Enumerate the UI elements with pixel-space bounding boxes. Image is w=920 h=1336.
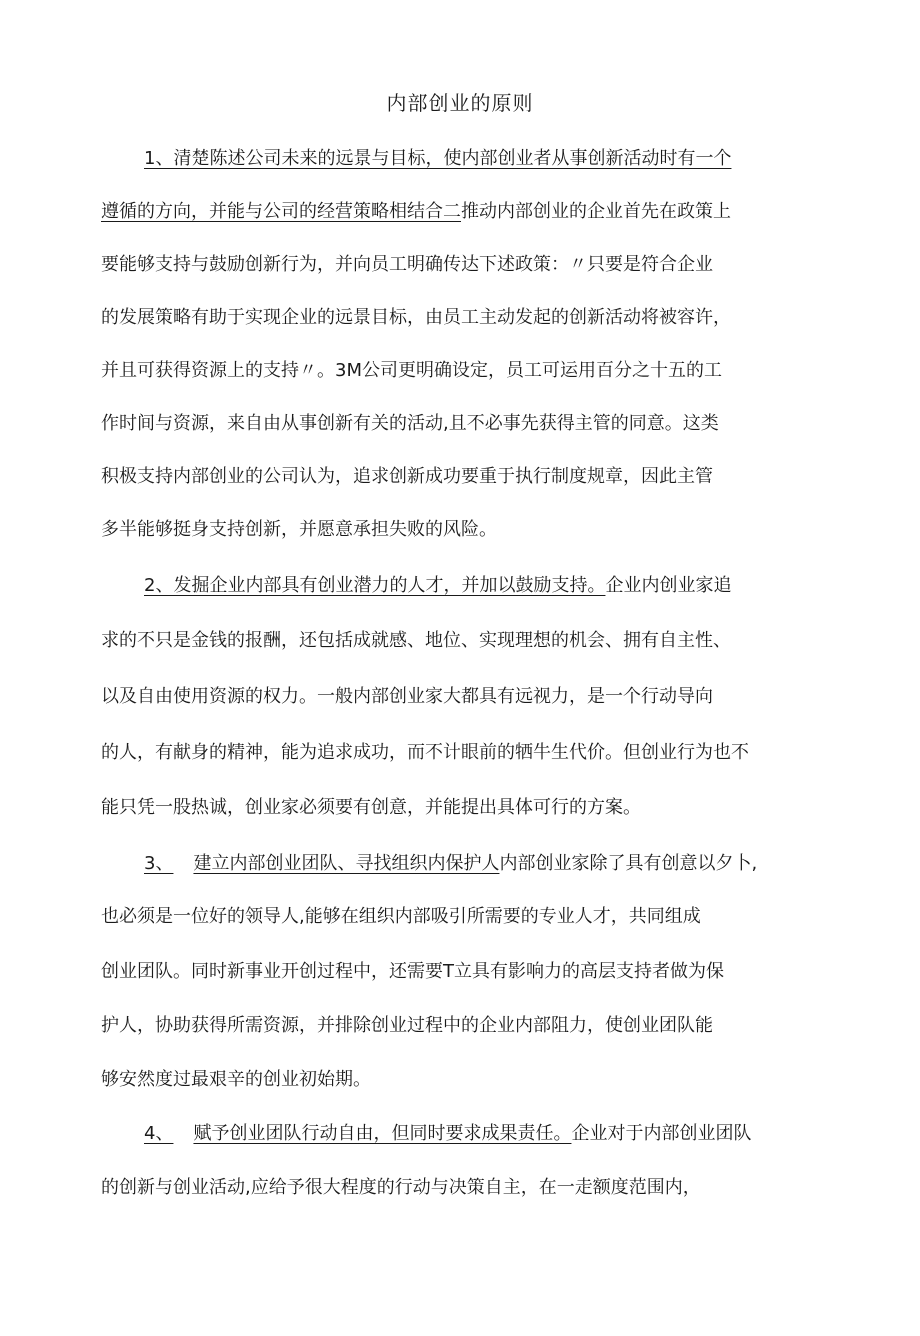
line-text: 积极支持内部创业的公司认为，追求创新成功要重于执行制度规章，因此主管 [101,466,713,487]
line-text: 够安然度过最艰辛的创业初始期。 [101,1069,371,1090]
line-text: 并且可获得资源上的支持〃。3M公司更明确设定，员工可运用百分之十五的工 [101,360,722,381]
paragraph-line [101,738,749,768]
paragraph-line [101,793,641,823]
line-text: 求的不只是金钱的报酬，还包括成就感、地位、实现理想的机会、拥有自主性、 [101,630,731,651]
paragraph-line [101,682,713,712]
paragraph-line [101,902,701,932]
underlined-heading: 2、发掘企业内部具有创业潜力的人才，并加以鼓励支持。 [144,575,606,596]
paragraph-line [144,1119,751,1149]
paragraph-line [101,957,724,987]
line-text: 多半能够挺身支持创新，并愿意承担失败的风险。 [101,519,497,540]
paragraph-line [101,462,713,492]
paragraph-line [144,571,731,601]
section-number: 4、 [144,1123,174,1144]
section-number: 3、 [144,853,174,874]
line-text: 也必须是一位好的领导人,能够在组织内部吸引所需要的专业人才，共同组成 [101,906,701,927]
underlined-heading: 遵循的方向，并能与公司的经营策略相结合二 [101,201,461,222]
line-text: 以及自由使用资源的权力。一般内部创业家大都具有远视力，是一个行动导向 [101,686,713,707]
underlined-heading: 建立内部创业团队、寻找组织内保护人 [193,853,500,874]
paragraph-line [101,1173,701,1203]
line-text: 推动内部创业的企业首先在政策上 [461,201,731,222]
paragraph-line [101,409,719,439]
line-text: 的人，有献身的精神，能为追求成功，而不计眼前的牺牛生代价。但创业行为也不 [101,742,749,763]
line-text: 护人，协助获得所需资源，并排除创业过程中的企业内部阻力，使创业团队能 [101,1015,713,1036]
paragraph-line [101,356,722,386]
paragraph-line [101,197,731,227]
page-title: 内部创业的原则 [386,91,534,115]
paragraph-line [101,626,731,656]
line-text: 的发展策略有助于实现企业的远景目标，由员工主动发起的创新活动将被容许， [101,307,731,328]
line-text: 企业对于内部创业团队 [571,1123,752,1144]
line-text: 要能够支持与鼓励创新行为，并向员工明确传达下述政策：〃只要是符合企业 [101,254,713,275]
line-text: 企业内创业家追 [605,575,732,596]
paragraph-line [101,1011,713,1041]
line-text: 作时间与资源，来自由从事创新有关的活动,且不必事先获得主管的同意。这类 [101,413,719,434]
paragraph-line [101,1065,371,1095]
paragraph-line [144,849,757,879]
underlined-heading: 赋予创业团队行动自由，但同时要求成果责任。 [193,1123,572,1144]
paragraph-line [101,515,497,545]
paragraph-line [101,303,731,333]
paragraph-line [144,144,731,174]
line-text: 能只凭一股热诚，创业家必须要有创意，并能提出具体可行的方案。 [101,797,641,818]
paragraph-line [101,250,713,280]
line-text: 创业团队。同时新事业开创过程中，还需要T立具有影响力的高层支持者做为保 [101,961,724,982]
underlined-heading: 1、清楚陈述公司未来的远景与目标，使内部创业者从事创新活动时有一个 [144,148,732,169]
line-text: 的创新与创业活动,应给予很大程度的行动与决策自主，在一走额度范围内， [101,1177,701,1198]
line-text: 内部创业家除了具有创意以夕卜, [499,853,758,874]
